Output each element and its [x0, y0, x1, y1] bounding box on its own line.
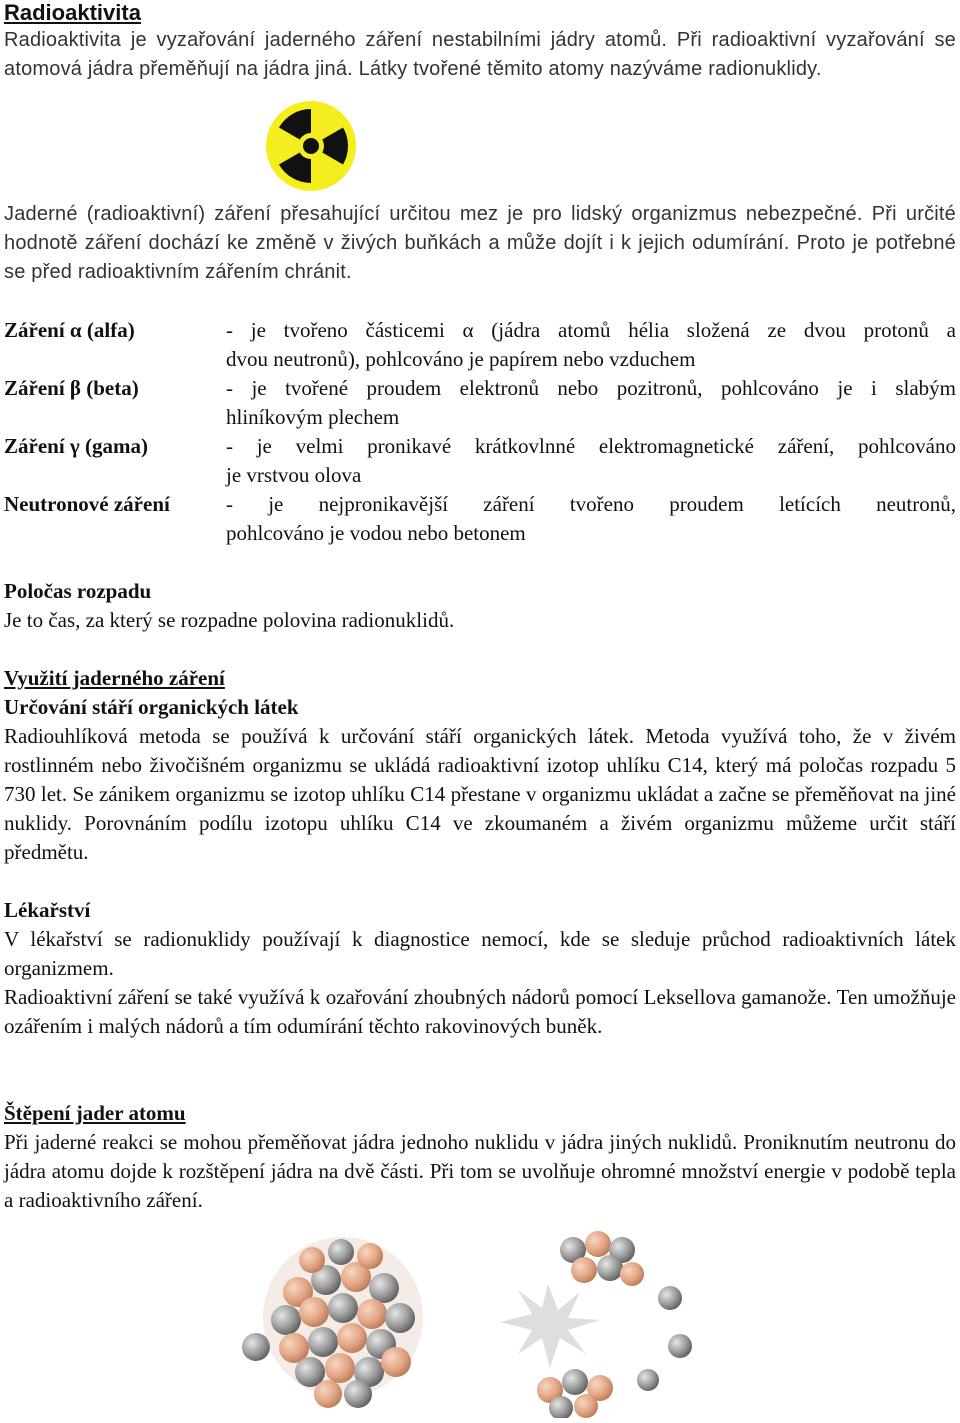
radiation-description: - je velmi pronikavé krátkovlnné elektromagnetické záření, pohlcováno — [226, 434, 956, 458]
fission-text: Při jaderné reakci se mohou přeměňovat jádra jednoho nuklidu v jádra jiných nuklidů. Proniknutím neutronu do jádra atomu dojde k rozštěpení jádra na dvě části. Při tom se uvolňuje ohromné množství energie v podobě tepla a radioaktivního záření. — [4, 1130, 956, 1212]
radiation-trefoil-icon — [265, 100, 357, 192]
nucleus-large — [263, 1237, 423, 1408]
radioactivity-title: Radioaktivita — [4, 0, 141, 25]
nucleus-fragment-upper — [560, 1231, 644, 1286]
dating-title: Určování stáří organických látek — [4, 695, 299, 719]
danger-paragraph: Jaderné (radioaktivní) záření přesahující určitou mez je pro lidský organizmus nebezpečné. Při určité hodnotě záření dochází ke změně v živých buňkách a může dojít i k jejich odumírání. Proto je potřebné se před radioaktivním zářením chránit. — [4, 203, 956, 283]
medicine-title: Lékařství — [4, 898, 91, 922]
radiation-description-continued: je vrstvou olova — [226, 463, 362, 487]
half-life-title: Poločas rozpadu — [4, 579, 152, 603]
radiation-description: - je nejpronikavější záření tvořeno proudem letících neutronů, — [226, 492, 956, 516]
radiation-description: - je tvořeno částicemi α (jádra atomů hélia složená ze dvou protonů a — [226, 318, 956, 342]
radiation-description: - je tvořené proudem elektronů nebo pozitronů, pohlcováno je i slabým — [226, 376, 956, 400]
radiation-type-alpha — [4, 316, 956, 374]
medicine-text-diagnostics: V lékařství se radionuklidy používají k diagnostice nemocí, kde se sleduje průchod radioaktivních látek organizmem. — [4, 927, 956, 980]
radiation-label: Neutronové záření — [4, 492, 170, 516]
nuclear-fission-illustration — [228, 1222, 698, 1418]
radiation-type-beta — [4, 374, 956, 432]
radiation-label: Záření α (alfa) — [4, 318, 135, 342]
radiation-type-neutron — [4, 490, 956, 548]
radiation-label: Záření γ (gama) — [4, 434, 148, 458]
uses-title: Využití jaderného záření — [4, 666, 225, 690]
radiation-type-gamma — [4, 432, 956, 490]
intro-paragraph: Radioaktivita je vyzařování jaderného záření nestabilními jádry atomů. Při radioaktivní vyzařování se atomová jádra přeměňují na jádra jiná. Látky tvořené těmito atomy nazýváme radionuklidy. — [4, 29, 956, 80]
radiation-description-continued: pohlcováno je vodou nebo betonem — [226, 521, 526, 545]
fission-title: Štěpení jader atomu — [4, 1101, 186, 1125]
fission-flash — [500, 1284, 600, 1368]
radiation-label: Záření β (beta) — [4, 376, 139, 400]
half-life-text: Je to čas, za který se rozpadne polovina radionuklidů. — [4, 608, 455, 632]
radiation-description-continued: hliníkovým plechem — [226, 405, 400, 429]
radiation-description-continued: dvou neutronů), pohlcováno je papírem nebo vzduchem — [226, 347, 696, 371]
dating-text: Radiouhlíková metoda se používá k určování stáří organických látek. Metoda využívá toho, že v živém rostlinném nebo živočišném organizmu se ukládá radioaktivní izotop uhlíku C14, který má poločas rozpadu 5 730 let. Se zánikem organizmu se izotop uhlíku C14 přestane v organizmu ukládat a začne se přeměňovat na jiné nuklidy. Porovnáním podílu izotopu uhlíku C14 ve zkoumaném a živém organizmu můžeme určit stáří předmětu. — [4, 724, 956, 864]
medicine-text-gamma-knife: Radioaktivní záření se také využívá k ozařování zhoubných nádorů pomocí Leksellova gamanože. Ten umožňuje ozářením i malých nádorů a tím odumírání těchto rakovinových buněk. — [4, 985, 956, 1038]
nucleus-fragment-lower — [537, 1369, 613, 1418]
